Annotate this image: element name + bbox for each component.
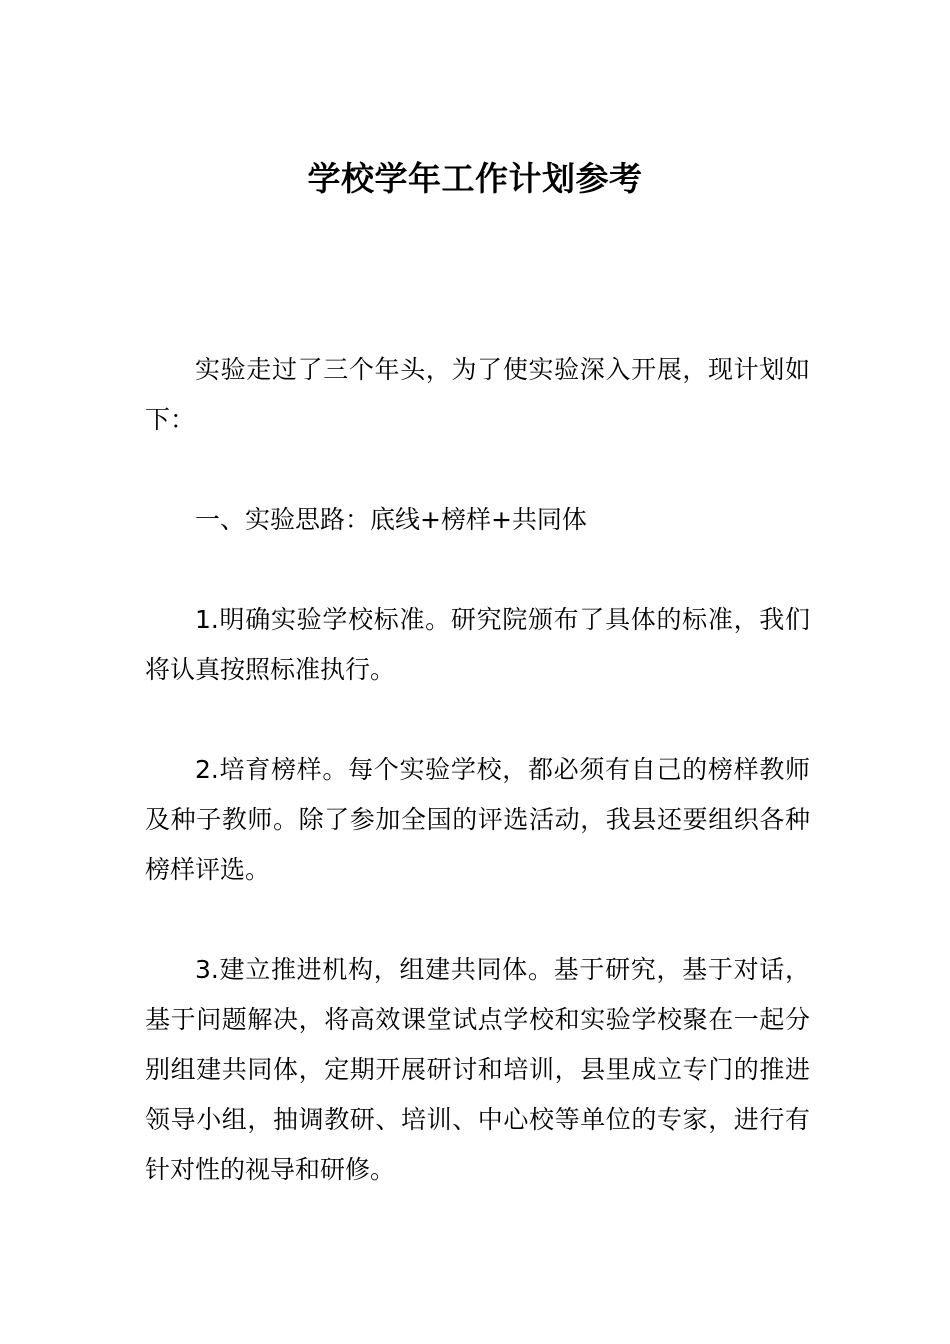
paragraph-spacer bbox=[145, 545, 810, 595]
item-paragraph-2: 2.培育榜样。每个实验学校，都必须有自己的榜样教师及种子教师。除了参加全国的评选活动，我县还要组织各种榜样评选。 bbox=[145, 755, 810, 884]
intro-paragraph: 实验走过了三个年头，为了使实验深入开展，现计划如下： bbox=[145, 355, 810, 434]
paragraph-spacer bbox=[145, 445, 810, 495]
document-body bbox=[145, 345, 810, 1195]
paragraph-spacer bbox=[145, 895, 810, 945]
section-heading: 一、实验思路：底线+榜样+共同体 bbox=[195, 505, 587, 534]
document-title: 学校学年工作计划参考 bbox=[307, 159, 643, 198]
item-paragraph-3: 3.建立推进机构，组建共同体。基于研究，基于对话，基于问题解决，将高效课堂试点学校和实验学校聚在一起分别组建共同体，定期开展研讨和培训，县里成立专门的推进领导小组，抽调教研、培训、中心校等单位的专家，进行有针对性的视导和研修。 bbox=[145, 955, 810, 1184]
paragraph-spacer bbox=[145, 695, 810, 745]
item-paragraph-1: 1.明确实验学校标准。研究院颁布了具体的标准，我们将认真按照标准执行。 bbox=[145, 605, 810, 684]
